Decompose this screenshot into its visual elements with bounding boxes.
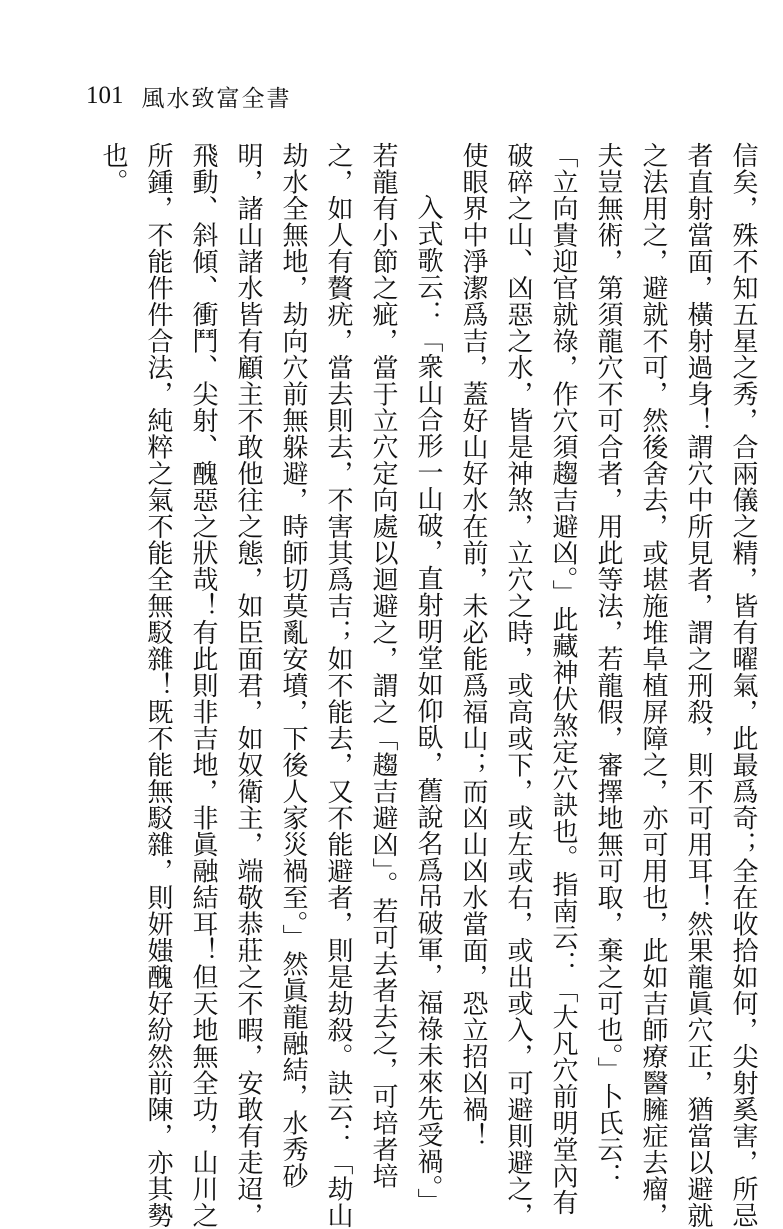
text-line: 者直射當面，橫射過身！謂穴中所見者，謂之刑殺，則不可用耳！然果龍眞穴正，猶當以避就 xyxy=(683,142,713,1229)
text-line: 若龍有小節之疵，當于立穴定向處以迴避之，謂之「趨吉避凶」。若可去者去之，可培者培 xyxy=(368,142,398,1189)
page-number: 101 xyxy=(86,82,124,109)
paragraph-1 xyxy=(450,142,765,1229)
text-line: 所鍾，不能件件合法，純粹之氣不能全無駁雜！既不能無駁雜，則妍媸醜好紛然前陳，亦其勢 xyxy=(143,142,173,1229)
text-line-indented: 入式歌云：「衆山合形一山破，直射明堂如仰臥，舊說名爲吊破軍，福祿未來先受禍。」 xyxy=(413,194,443,1215)
page-header xyxy=(86,78,292,114)
text-line: 「立向貴迎官就祿，作穴須趨吉避凶。」此藏神伏煞定穴訣也。指南云：「大凡穴前明堂內有 xyxy=(548,142,578,1216)
text-line: 劫水全無地，劫向穴前無躲避，時師切莫亂安墳，下後人家災禍至。」然眞龍融結，水秀砂 xyxy=(278,142,308,1189)
paragraph-2 xyxy=(90,142,450,1229)
text-line: 信矣，殊不知五星之秀，合兩儀之精，皆有曜氣，此最爲奇；全在收拾如何，尖射奚害，所忌 xyxy=(728,142,758,1229)
body-text xyxy=(65,142,765,1229)
text-line: 飛動、斜傾、衝鬥、尖射、醜惡之狀哉！有此則非吉地，非眞融結耳！但天地無全功，山川之 xyxy=(188,142,218,1229)
book-title: 風水致富全書 xyxy=(141,85,292,112)
text-line: 夫豈無術，第須龍穴不可合者，用此等法，若龍假，審擇地無可取，棄之可也。」卜氏云： xyxy=(593,142,623,1189)
text-line: 使眼界中淨潔爲吉，蓋好山好水在前，未必能爲福山；而凶山凶水當面，恐立招凶禍！ xyxy=(458,142,488,1149)
text-line: 之，如人有贅疣，當去則去，不害其爲吉；如不能去，又不能避者，則是劫殺。訣云：「劫山 xyxy=(323,142,353,1229)
text-line: 之法用之，避就不可，然後舍去，或堪施堆阜植屏障之，亦可用也，此如吉師療醫臃症去瘤， xyxy=(638,142,668,1229)
text-line: 明，諸山諸水皆有顧主不敢他往之態，如臣面君，如奴衛主，端敬恭莊之不暇，安敢有走迢， xyxy=(233,142,263,1229)
text-line: 破碎之山、凶惡之水，皆是神煞，立穴之時，或高或下，或左或右，或出或入，可避則避之， xyxy=(503,142,533,1229)
text-line: 也。 xyxy=(98,142,128,195)
